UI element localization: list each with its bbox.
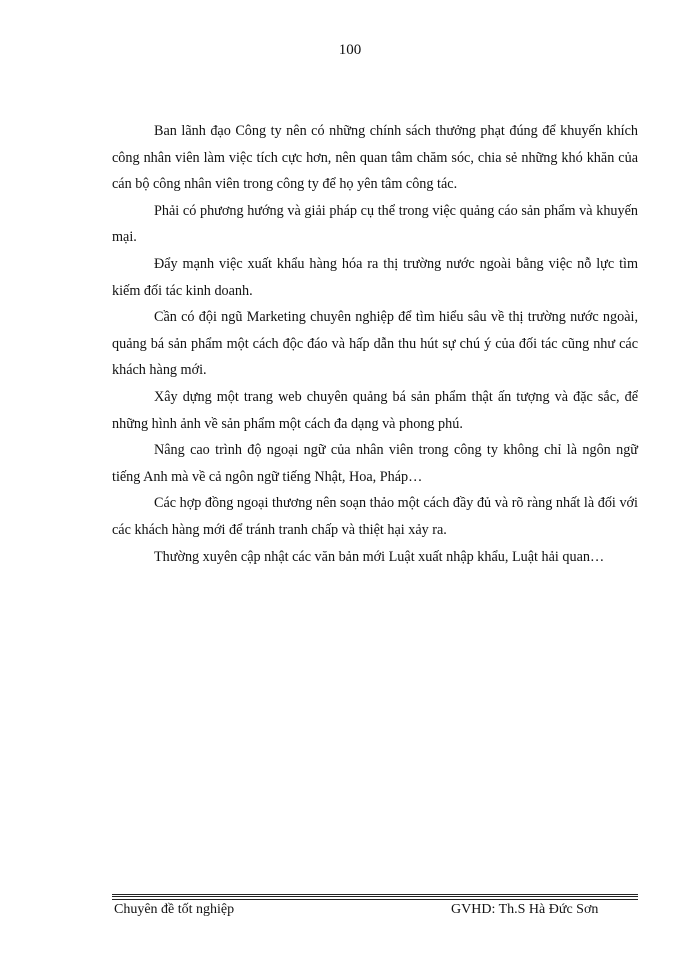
footer-supervisor: GVHD: Th.S Hà Đức Sơn	[451, 902, 599, 917]
paragraph-legal-updates: Thường xuyên cập nhật các văn bản mới Luật xuất nhập khẩu, Luật hải quan…	[154, 548, 605, 565]
paragraph-advertising: Phải có phương hướng và giải pháp cụ thể trong việc quảng cáo sản phẩm và khuyến mại.	[112, 202, 638, 246]
paragraph-reward-policy: Ban lãnh đạo Công ty nên có những chính sách thưởng phạt đúng để khuyến khích công nhân viên làm việc tích cực hơn, nên quan tâm chăm sóc, chia sẻ những khó khăn của cán bộ công nhân viên trong công ty để họ yên tâm công tác.	[112, 123, 638, 193]
paragraph-export: Đẩy mạnh việc xuất khẩu hàng hóa ra thị trường nước ngoài bằng việc nỗ lực tìm kiếm đối tác kinh doanh.	[112, 255, 638, 299]
page-number: 100	[338, 42, 362, 58]
footer-divider	[112, 894, 638, 897]
paragraph-foreign-language: Nâng cao trình độ ngoại ngữ của nhân viên trong công ty không chỉ là ngôn ngữ tiếng Anh mà về cả ngôn ngữ tiếng Nhật, Hoa, Pháp…	[112, 442, 638, 485]
paragraph-marketing-team: Cần có đội ngũ Marketing chuyên nghiệp để tìm hiểu sâu về thị trường nước ngoài, quảng bá sản phẩm một cách độc đáo và hấp dẫn thu hút sự chú ý của đối tác cũng như các khách hàng mới.	[112, 309, 638, 379]
body-text	[112, 118, 638, 570]
footer-divider-thin	[112, 899, 638, 900]
paragraph-contracts: Các hợp đồng ngoại thương nên soạn thảo một cách đầy đủ và rõ ràng nhất là đối với các khách hàng mới để tránh tranh chấp và thiệt hại xảy ra.	[112, 495, 638, 538]
paragraph-website: Xây dựng một trang web chuyên quảng bá sản phẩm thật ấn tượng và đặc sắc, để những hình ảnh về sản phẩm một cách đa dạng và phong phú.	[112, 388, 638, 432]
footer-thesis-label: Chuyên đề tốt nghiệp	[114, 902, 235, 917]
